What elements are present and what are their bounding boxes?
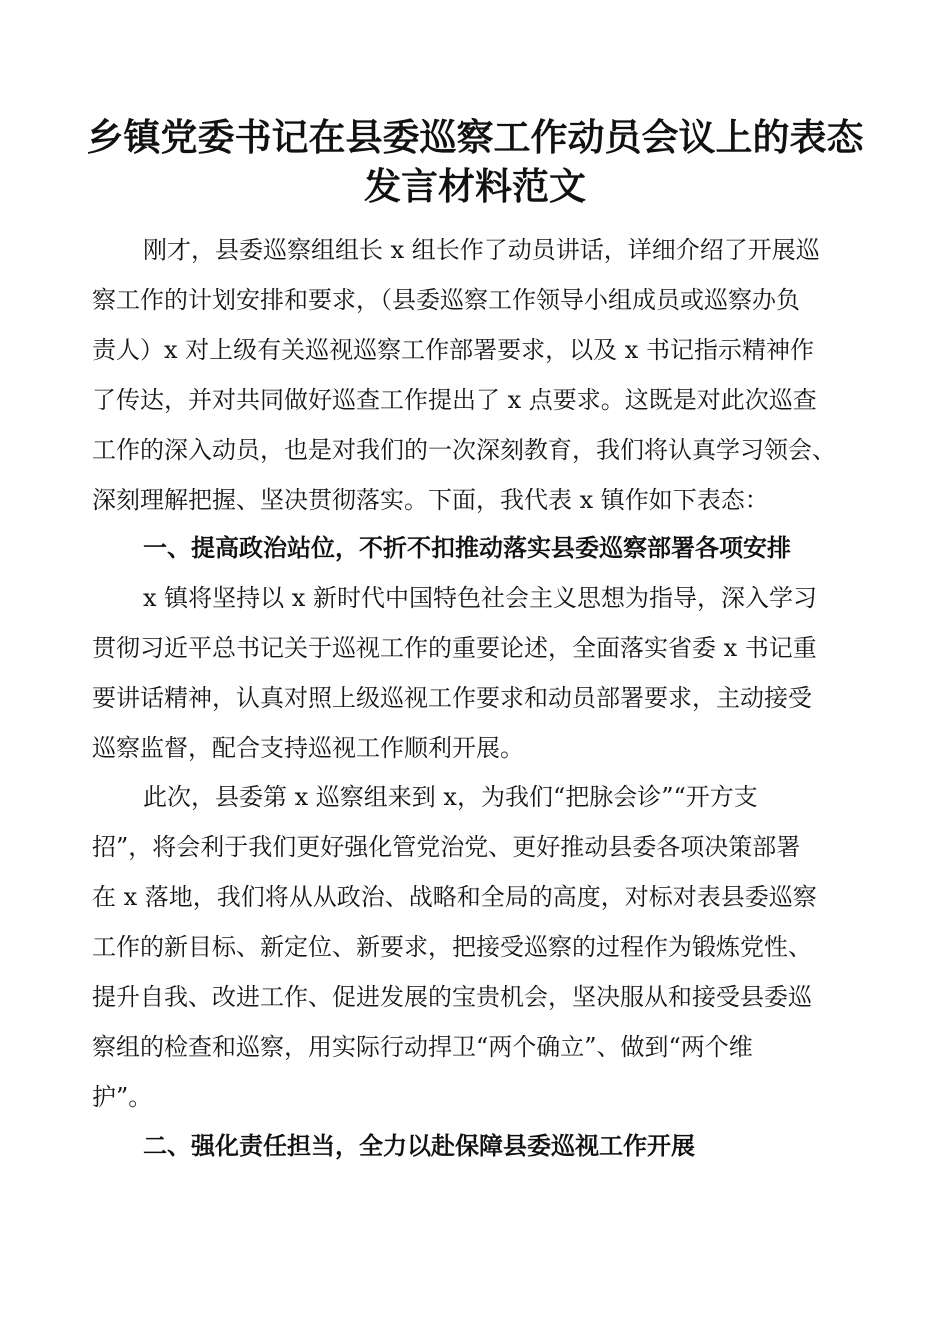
paragraph-1-line-4: 了传达，并对共同做好巡查工作提出了 x 点要求。这既是对此次巡查: [92, 386, 817, 414]
paragraph-3-line-6: 察组的检查和巡察，用实际行动捍卫“两个确立”、做到“两个维: [92, 1033, 753, 1061]
document-title-line-2: 发言材料范文: [364, 165, 586, 208]
paragraph-3-line-3: 在 x 落地，我们将从从政治、战略和全局的高度，对标对表县委巡察: [92, 883, 817, 911]
document-title-line-1: 乡镇党委书记在县委巡察工作动员会议上的表态: [86, 116, 864, 159]
paragraph-3-line-1: 此次，县委第 x 巡察组来到 x，为我们“把脉会诊”“开方支: [143, 783, 758, 811]
section-heading-1: 一、提高政治站位，不折不扣推动落实县委巡察部署各项安排: [143, 534, 791, 562]
paragraph-2-line-2: 贯彻习近平总书记关于巡视工作的重要论述，全面落实省委 x 书记重: [92, 634, 817, 662]
paragraph-1-line-3: 责人）x 对上级有关巡视巡察工作部署要求，以及 x 书记指示精神作: [92, 336, 814, 364]
section-heading-2: 二、强化责任担当，全力以赴保障县委巡视工作开展: [143, 1132, 695, 1160]
paragraph-2-line-4: 巡察监督，配合支持巡视工作顺利开展。: [92, 734, 524, 762]
paragraph-1-line-6: 深刻理解把握、坚决贯彻落实。下面，我代表 x 镇作如下表态：: [92, 486, 769, 514]
paragraph-1-line-1: 刚才，县委巡察组组长 x 组长作了动员讲话，详细介绍了开展巡: [143, 236, 820, 264]
paragraph-3-line-2: 招”，将会利于我们更好强化管党治党、更好推动县委各项决策部署: [92, 833, 801, 861]
paragraph-2-line-3: 要讲话精神，认真对照上级巡视工作要求和动员部署要求，主动接受: [92, 684, 812, 712]
paragraph-1-line-2: 察工作的计划安排和要求，（县委巡察工作领导小组成员或巡察办负: [92, 286, 800, 314]
paragraph-1-line-5: 工作的深入动员，也是对我们的一次深刻教育，我们将认真学习领会、: [92, 436, 836, 464]
paragraph-3-line-7: 护”。: [92, 1083, 153, 1111]
paragraph-2-line-1: x 镇将坚持以 x 新时代中国特色社会主义思想为指导，深入学习: [143, 584, 817, 612]
paragraph-3-line-5: 提升自我、改进工作、促进发展的宝贵机会，坚决服从和接受县委巡: [92, 983, 812, 1011]
paragraph-3-line-4: 工作的新目标、新定位、新要求，把接受巡察的过程作为锻炼党性、: [92, 933, 812, 961]
